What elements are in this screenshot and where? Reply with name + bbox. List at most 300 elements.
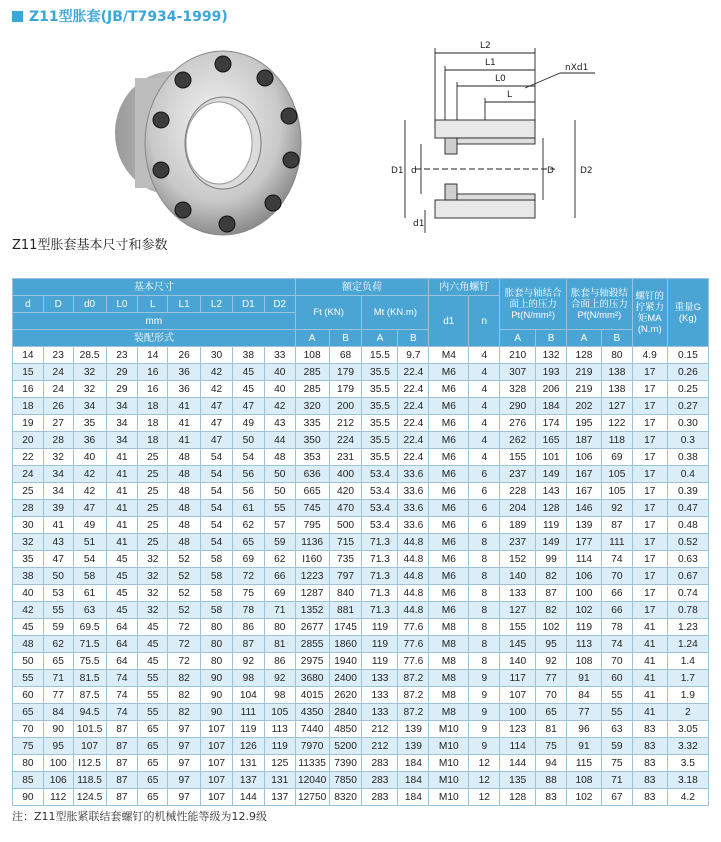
footnote: 注：Z11型胀紧联结套螺钉的机械性能等级为12.9级	[12, 810, 268, 823]
table-cell: 35.5	[362, 398, 398, 415]
table-cell: 4	[469, 364, 500, 381]
table-cell: 33.6	[398, 500, 429, 517]
table-cell: M6	[429, 466, 469, 483]
table-cell: 23	[106, 347, 138, 364]
table-cell: 48	[168, 483, 201, 500]
table-cell: 24	[43, 381, 73, 398]
table-cell: 87.5	[73, 687, 106, 704]
table-cell: 184	[398, 772, 429, 789]
table-cell: 86	[264, 653, 295, 670]
table-cell: 106	[43, 772, 73, 789]
table-cell: 2620	[329, 687, 362, 704]
table-cell: 16	[138, 364, 168, 381]
table-cell: 108	[295, 347, 329, 364]
table-cell: 113	[264, 721, 295, 738]
table-cell: 47	[201, 398, 233, 415]
table-row	[13, 653, 709, 670]
table-cell: 35	[73, 415, 106, 432]
table-cell: 87	[536, 585, 567, 602]
table-cell: 276	[500, 415, 536, 432]
table-cell: 2	[667, 704, 708, 721]
table-cell: 139	[398, 721, 429, 738]
table-cell: 60	[601, 670, 632, 687]
table-cell: 17	[632, 585, 667, 602]
table-cell: 97	[168, 755, 201, 772]
table-cell: M10	[429, 789, 469, 806]
table-cell: 32	[138, 602, 168, 619]
table-cell: 237	[500, 534, 536, 551]
table-cell: M8	[429, 704, 469, 721]
table-cell: 70	[536, 687, 567, 704]
table-cell: 212	[362, 721, 398, 738]
table-cell: 0.74	[667, 585, 708, 602]
table-cell: 78	[232, 602, 264, 619]
spec-table	[12, 278, 709, 806]
table-cell: 140	[500, 568, 536, 585]
table-cell: 184	[398, 755, 429, 772]
table-cell: 29	[106, 381, 138, 398]
table-cell: 7850	[329, 772, 362, 789]
table-cell: 187	[567, 432, 602, 449]
table-cell: 17	[632, 432, 667, 449]
ft-a: A	[295, 330, 329, 347]
table-cell: 80	[201, 636, 233, 653]
table-cell: 42	[73, 466, 106, 483]
table-cell: 262	[500, 432, 536, 449]
table-cell: 32	[138, 568, 168, 585]
table-cell: 58	[201, 551, 233, 568]
table-cell: 90	[13, 789, 44, 806]
table-cell: 81.5	[73, 670, 106, 687]
table-cell: 75	[601, 755, 632, 772]
table-cell: 335	[295, 415, 329, 432]
table-cell: 52	[168, 602, 201, 619]
table-cell: 69	[264, 585, 295, 602]
table-cell: 75	[536, 738, 567, 755]
table-cell: 200	[329, 398, 362, 415]
table-cell: 54	[201, 534, 233, 551]
table-cell: M6	[429, 364, 469, 381]
table-cell: 65	[232, 534, 264, 551]
col-n: n	[469, 296, 500, 347]
table-cell: 50	[264, 483, 295, 500]
table-cell: 52	[168, 585, 201, 602]
table-cell: 139	[398, 738, 429, 755]
table-cell: 70	[601, 568, 632, 585]
table-cell: 0.67	[667, 568, 708, 585]
table-cell: 87.2	[398, 704, 429, 721]
table-cell: 61	[232, 500, 264, 517]
table-row	[13, 602, 709, 619]
table-cell: 45	[106, 602, 138, 619]
table-cell: 4	[469, 415, 500, 432]
table-cell: 228	[500, 483, 536, 500]
table-cell: 59	[43, 619, 73, 636]
table-cell: 50	[264, 466, 295, 483]
label-nxd1: nXd1	[565, 63, 589, 73]
table-cell: 212	[362, 738, 398, 755]
table-cell: 47	[201, 415, 233, 432]
table-cell: 143	[536, 483, 567, 500]
table-cell: 16	[138, 381, 168, 398]
table-cell: 98	[232, 670, 264, 687]
table-cell: 7440	[295, 721, 329, 738]
mt-b: B	[398, 330, 429, 347]
table-cell: 74	[601, 551, 632, 568]
table-cell: 32	[138, 551, 168, 568]
table-cell: 65	[536, 704, 567, 721]
table-cell: 92	[601, 500, 632, 517]
table-cell: 38	[13, 568, 44, 585]
table-cell: 40	[73, 449, 106, 466]
mt-a: A	[362, 330, 398, 347]
table-cell: 36	[168, 381, 201, 398]
table-cell: 47	[43, 551, 73, 568]
table-cell: 133	[362, 704, 398, 721]
table-cell: 840	[329, 585, 362, 602]
table-cell: 14	[13, 347, 44, 364]
table-cell: 1.7	[667, 670, 708, 687]
table-cell: M8	[429, 619, 469, 636]
table-cell: 4	[469, 347, 500, 364]
table-cell: 735	[329, 551, 362, 568]
col-L2: L2	[201, 296, 233, 313]
table-cell: 24	[43, 364, 73, 381]
table-cell: 219	[567, 364, 602, 381]
table-cell: 53	[43, 585, 73, 602]
table-cell: 41	[106, 517, 138, 534]
table-cell: 45	[232, 381, 264, 398]
table-cell: 68	[329, 347, 362, 364]
table-cell: 71.3	[362, 534, 398, 551]
table-cell: 86	[232, 619, 264, 636]
table-cell: 78	[601, 619, 632, 636]
table-cell: 2975	[295, 653, 329, 670]
table-cell: 3.5	[667, 755, 708, 772]
table-cell: 0.3	[667, 432, 708, 449]
table-cell: 22.4	[398, 449, 429, 466]
table-cell: M6	[429, 398, 469, 415]
table-cell: 26	[168, 347, 201, 364]
table-cell: 400	[329, 466, 362, 483]
table-cell: 62	[232, 517, 264, 534]
table-cell: 4	[469, 449, 500, 466]
table-cell: 87	[232, 636, 264, 653]
table-cell: 797	[329, 568, 362, 585]
table-cell: 353	[295, 449, 329, 466]
table-cell: 22.4	[398, 415, 429, 432]
table-cell: 25	[138, 483, 168, 500]
table-row	[13, 415, 709, 432]
table-cell: 745	[295, 500, 329, 517]
table-cell: 33.6	[398, 517, 429, 534]
table-cell: 119	[567, 619, 602, 636]
table-cell: 65	[13, 704, 44, 721]
table-cell: 17	[632, 568, 667, 585]
table-cell: 210	[500, 347, 536, 364]
table-cell: I12.5	[73, 755, 106, 772]
table-cell: M6	[429, 585, 469, 602]
table-cell: 179	[329, 381, 362, 398]
table-cell: 204	[500, 500, 536, 517]
table-cell: 102	[567, 789, 602, 806]
table-cell: 75	[232, 585, 264, 602]
table-cell: 54	[201, 483, 233, 500]
table-cell: 715	[329, 534, 362, 551]
table-cell: 41	[168, 415, 201, 432]
table-cell: 48	[168, 466, 201, 483]
table-cell: 65	[138, 755, 168, 772]
table-cell: 62	[43, 636, 73, 653]
table-cell: 50	[43, 568, 73, 585]
table-cell: 43	[264, 415, 295, 432]
table-cell: 65	[138, 789, 168, 806]
table-cell: 20	[13, 432, 44, 449]
table-cell: 99	[536, 551, 567, 568]
table-cell: 54	[201, 466, 233, 483]
table-cell: 12040	[295, 772, 329, 789]
table-cell: 146	[567, 500, 602, 517]
table-cell: 72	[168, 636, 201, 653]
table-cell: 111	[232, 704, 264, 721]
table-cell: 139	[567, 517, 602, 534]
table-cell: 22.4	[398, 398, 429, 415]
table-cell: 30	[201, 347, 233, 364]
table-cell: 45	[138, 653, 168, 670]
table-cell: 138	[601, 381, 632, 398]
table-cell: 6	[469, 483, 500, 500]
table-cell: 2840	[329, 704, 362, 721]
table-cell: 72	[168, 653, 201, 670]
table-cell: 17	[632, 517, 667, 534]
table-cell: 83	[632, 772, 667, 789]
table-cell: 30	[13, 517, 44, 534]
table-row	[13, 364, 709, 381]
table-cell: M6	[429, 381, 469, 398]
table-cell: 132	[536, 347, 567, 364]
table-cell: 36	[73, 432, 106, 449]
table-row	[13, 687, 709, 704]
table-cell: 0.39	[667, 483, 708, 500]
table-cell: 69	[232, 551, 264, 568]
table-cell: 3.05	[667, 721, 708, 738]
table-cell: 17	[632, 551, 667, 568]
table-cell: 285	[295, 381, 329, 398]
table-cell: 41	[632, 687, 667, 704]
table-cell: 42	[201, 364, 233, 381]
table-cell: 91	[567, 738, 602, 755]
table-cell: 83	[632, 755, 667, 772]
table-cell: 82	[536, 602, 567, 619]
table-cell: 59	[264, 534, 295, 551]
table-cell: 45	[232, 364, 264, 381]
table-cell: 90	[201, 687, 233, 704]
table-cell: 84	[43, 704, 73, 721]
table-row	[13, 755, 709, 772]
table-cell: 85	[13, 772, 44, 789]
table-cell: 174	[536, 415, 567, 432]
table-cell: 42	[13, 602, 44, 619]
table-cell: 283	[362, 755, 398, 772]
table-cell: 27	[43, 415, 73, 432]
table-cell: 140	[500, 653, 536, 670]
product-photo	[95, 38, 310, 238]
table-cell: 4015	[295, 687, 329, 704]
table-cell: 53.4	[362, 483, 398, 500]
table-cell: 74	[106, 687, 138, 704]
table-cell: 55	[264, 500, 295, 517]
table-cell: 38	[232, 347, 264, 364]
table-cell: 34	[73, 398, 106, 415]
table-cell: 107	[73, 738, 106, 755]
table-cell: 7970	[295, 738, 329, 755]
table-cell: 17	[632, 500, 667, 517]
table-cell: 15.5	[362, 347, 398, 364]
table-cell: 206	[536, 381, 567, 398]
table-cell: 285	[295, 364, 329, 381]
table-cell: 70	[13, 721, 44, 738]
table-cell: 155	[500, 449, 536, 466]
table-cell: 87	[106, 755, 138, 772]
table-cell: 97	[168, 789, 201, 806]
table-cell: 53.4	[362, 500, 398, 517]
table-cell: 17	[632, 381, 667, 398]
table-cell: 94	[536, 755, 567, 772]
table-row	[13, 347, 709, 364]
table-cell: 3.18	[667, 772, 708, 789]
table-cell: 60	[13, 687, 44, 704]
table-cell: 144	[232, 789, 264, 806]
table-cell: 19	[13, 415, 44, 432]
table-cell: 128	[567, 347, 602, 364]
table-cell: 12	[469, 755, 500, 772]
group-load: 额定负荷	[295, 279, 429, 296]
table-cell: 40	[13, 585, 44, 602]
table-cell: M10	[429, 755, 469, 772]
table-cell: 8	[469, 534, 500, 551]
table-cell: 47	[232, 398, 264, 415]
table-cell: 26	[43, 398, 73, 415]
table-cell: 33	[264, 347, 295, 364]
table-cell: 74	[106, 704, 138, 721]
table-cell: 18	[13, 398, 44, 415]
table-cell: I160	[295, 551, 329, 568]
table-cell: 35.5	[362, 449, 398, 466]
table-cell: 54	[201, 449, 233, 466]
table-row	[13, 534, 709, 551]
table-row	[13, 568, 709, 585]
group-screw: 内六角螺钉	[429, 279, 500, 296]
table-cell: 25	[138, 466, 168, 483]
label-l1: L1	[485, 58, 496, 68]
table-cell: 90	[43, 721, 73, 738]
group-shaft-pressure: 胀套与轴结合面上的压力Pt(N/mm²)	[500, 279, 567, 330]
table-cell: 1745	[329, 619, 362, 636]
table-cell: 98	[264, 687, 295, 704]
table-cell: 9	[469, 738, 500, 755]
table-cell: 500	[329, 517, 362, 534]
table-cell: 102	[536, 619, 567, 636]
table-cell: 59	[601, 738, 632, 755]
table-cell: 32	[43, 449, 73, 466]
table-cell: 2400	[329, 670, 362, 687]
table-cell: 48	[168, 500, 201, 517]
ft-b: B	[329, 330, 362, 347]
table-cell: M8	[429, 687, 469, 704]
table-cell: 41	[168, 398, 201, 415]
unit-mm: mm	[13, 313, 296, 330]
table-cell: M8	[429, 636, 469, 653]
table-cell: 17	[632, 364, 667, 381]
table-cell: 113	[567, 636, 602, 653]
table-cell: 41	[106, 449, 138, 466]
table-cell: 18	[138, 432, 168, 449]
table-cell: 665	[295, 483, 329, 500]
label-d-big: D	[547, 166, 554, 176]
table-cell: 41	[106, 466, 138, 483]
table-cell: 8	[469, 568, 500, 585]
table-cell: 91	[567, 670, 602, 687]
table-cell: 114	[500, 738, 536, 755]
table-cell: 65	[43, 653, 73, 670]
table-cell: 119	[362, 619, 398, 636]
table-cell: 65	[138, 738, 168, 755]
col-ft: Ft (KN)	[295, 296, 362, 330]
table-cell: 42	[264, 398, 295, 415]
table-cell: 8	[469, 585, 500, 602]
table-cell: 8	[469, 653, 500, 670]
table-cell: 96	[567, 721, 602, 738]
table-cell: 202	[567, 398, 602, 415]
table-cell: 2855	[295, 636, 329, 653]
table-cell: 9.7	[398, 347, 429, 364]
table-cell: 189	[500, 517, 536, 534]
table-cell: 54	[232, 449, 264, 466]
table-cell: 35.5	[362, 381, 398, 398]
table-cell: 135	[500, 772, 536, 789]
table-cell: 127	[601, 398, 632, 415]
table-row	[13, 585, 709, 602]
table-cell: 137	[264, 789, 295, 806]
table-cell: 33.6	[398, 466, 429, 483]
table-cell: M6	[429, 517, 469, 534]
col-d0: d0	[73, 296, 106, 313]
table-cell: 41	[632, 670, 667, 687]
table-cell: 106	[567, 449, 602, 466]
table-cell: 32	[138, 585, 168, 602]
table-cell: 165	[536, 432, 567, 449]
table-cell: 75.5	[73, 653, 106, 670]
table-cell: 45	[138, 619, 168, 636]
table-cell: 64	[106, 619, 138, 636]
table-cell: 128	[500, 789, 536, 806]
table-cell: 184	[536, 398, 567, 415]
table-cell: 0.26	[667, 364, 708, 381]
table-cell: 195	[567, 415, 602, 432]
table-cell: 47	[201, 432, 233, 449]
table-cell: 108	[567, 653, 602, 670]
table-cell: 80	[13, 755, 44, 772]
label-d1-small: d1	[413, 219, 425, 229]
table-cell: 107	[201, 772, 233, 789]
table-cell: 71.5	[73, 636, 106, 653]
table-cell: 1940	[329, 653, 362, 670]
table-cell: 49	[232, 415, 264, 432]
table-cell: 4	[469, 381, 500, 398]
table-cell: 25	[138, 449, 168, 466]
label-l: L	[507, 90, 513, 100]
table-cell: 8320	[329, 789, 362, 806]
